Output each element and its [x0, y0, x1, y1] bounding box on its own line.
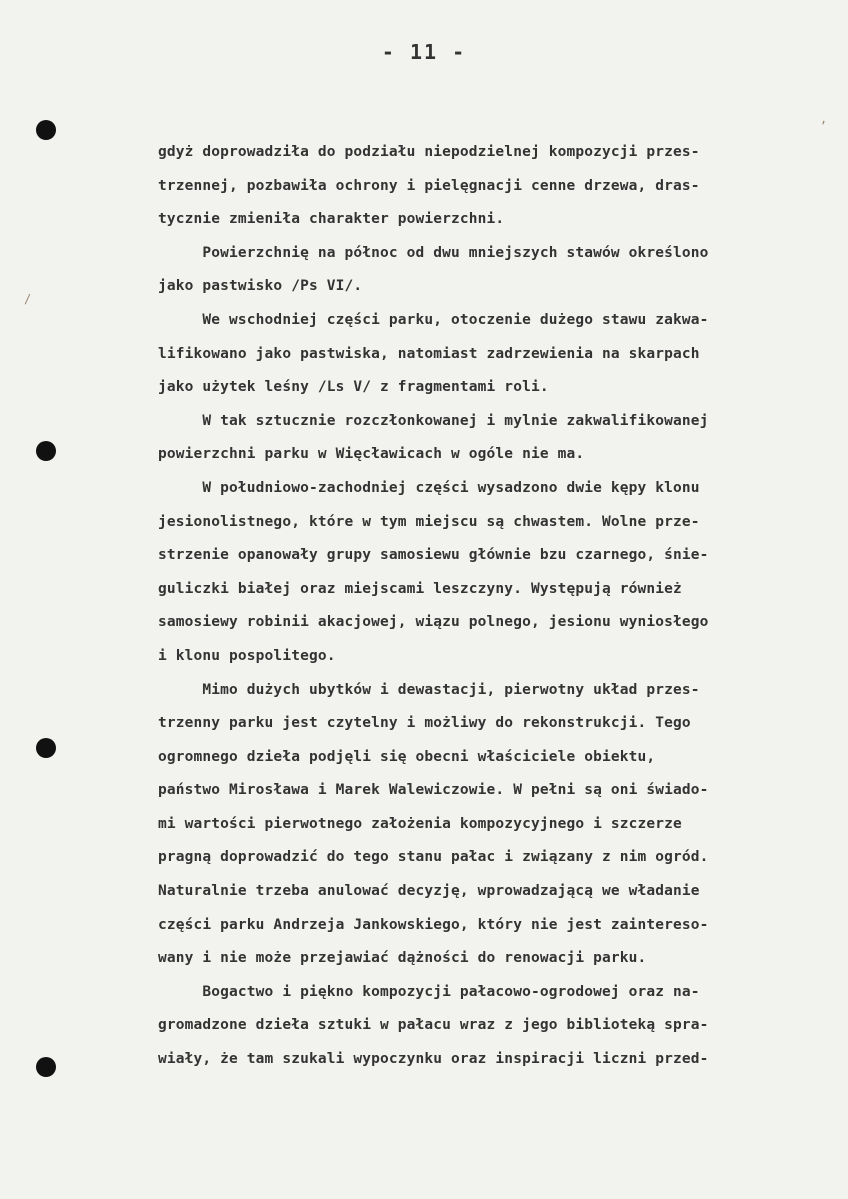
text-line: części parku Andrzeja Jankowskiego, który nie jest zaintereso-	[158, 916, 709, 933]
text-line: W południowo-zachodniej części wysadzono dwie kępy klonu	[158, 479, 700, 496]
text-line: jako pastwisko /Ps VI/.	[158, 278, 363, 295]
punch-hole	[36, 120, 56, 140]
typewritten-body	[158, 136, 818, 1077]
text-line: tycznie zmieniła charakter powierzchni.	[158, 211, 505, 228]
ink-mark: /	[24, 292, 32, 306]
ink-mark: ,	[820, 112, 828, 126]
text-line: ogromnego dzieła podjęli się obecni właściciele obiektu,	[158, 748, 656, 765]
text-line: samosiewy robinii akacjowej, wiązu polnego, jesionu wyniosłego	[158, 614, 709, 631]
text-line: jako użytek leśny /Ls V/ z fragmentami roli.	[158, 379, 549, 396]
text-line: i klonu pospolitego.	[158, 647, 336, 664]
text-line: trzenny parku jest czytelny i możliwy do rekonstrukcji. Tego	[158, 715, 691, 732]
text-line: We wschodniej części parku, otoczenie dużego stawu zakwa-	[158, 311, 709, 328]
text-line: państwo Mirosława i Marek Walewiczowie. W pełni są oni świado-	[158, 782, 709, 799]
text-line: lifikowano jako pastwiska, natomiast zadrzewienia na skarpach	[158, 345, 700, 362]
text-line: W tak sztucznie rozczłonkowanej i mylnie zakwalifikowanej	[158, 412, 709, 429]
text-line: strzenie opanowały grupy samosiewu głównie bzu czarnego, śnie-	[158, 547, 709, 564]
page-number: - 11 -	[381, 40, 467, 64]
text-line: jesionolistnego, które w tym miejscu są chwastem. Wolne prze-	[158, 513, 700, 530]
text-line: Bogactwo i piękno kompozycji pałacowo-ogrodowej oraz na-	[158, 983, 700, 1000]
text-line: pragną doprowadzić do tego stanu pałac i związany z nim ogród.	[158, 849, 709, 866]
text-line: Mimo dużych ubytków i dewastacji, pierwotny układ przes-	[158, 681, 700, 698]
text-line: trzennej, pozbawiła ochrony i pielęgnacji cenne drzewa, dras-	[158, 177, 700, 194]
text-line: guliczki białej oraz miejscami leszczyny. Występują również	[158, 580, 682, 597]
punch-hole	[36, 738, 56, 758]
text-line: powierzchni parku w Więcławicach w ogóle nie ma.	[158, 446, 585, 463]
text-line: mi wartości pierwotnego założenia kompozycyjnego i szczerze	[158, 815, 682, 832]
text-line: Powierzchnię na północ od dwu mniejszych stawów określono	[158, 244, 709, 261]
punch-hole	[36, 441, 56, 461]
text-line: gdyż doprowadziła do podziału niepodzielnej kompozycji przes-	[158, 144, 700, 160]
text-line: gromadzone dzieła sztuki w pałacu wraz z jego biblioteką spra-	[158, 1017, 709, 1034]
punch-hole	[36, 1057, 56, 1077]
text-line: wiały, że tam szukali wypoczynku oraz inspiracji liczni przed-	[158, 1051, 709, 1068]
text-line: Naturalnie trzeba anulować decyzję, wprowadzającą we władanie	[158, 883, 700, 900]
text-line: wany i nie może przejawiać dążności do renowacji parku.	[158, 950, 647, 967]
